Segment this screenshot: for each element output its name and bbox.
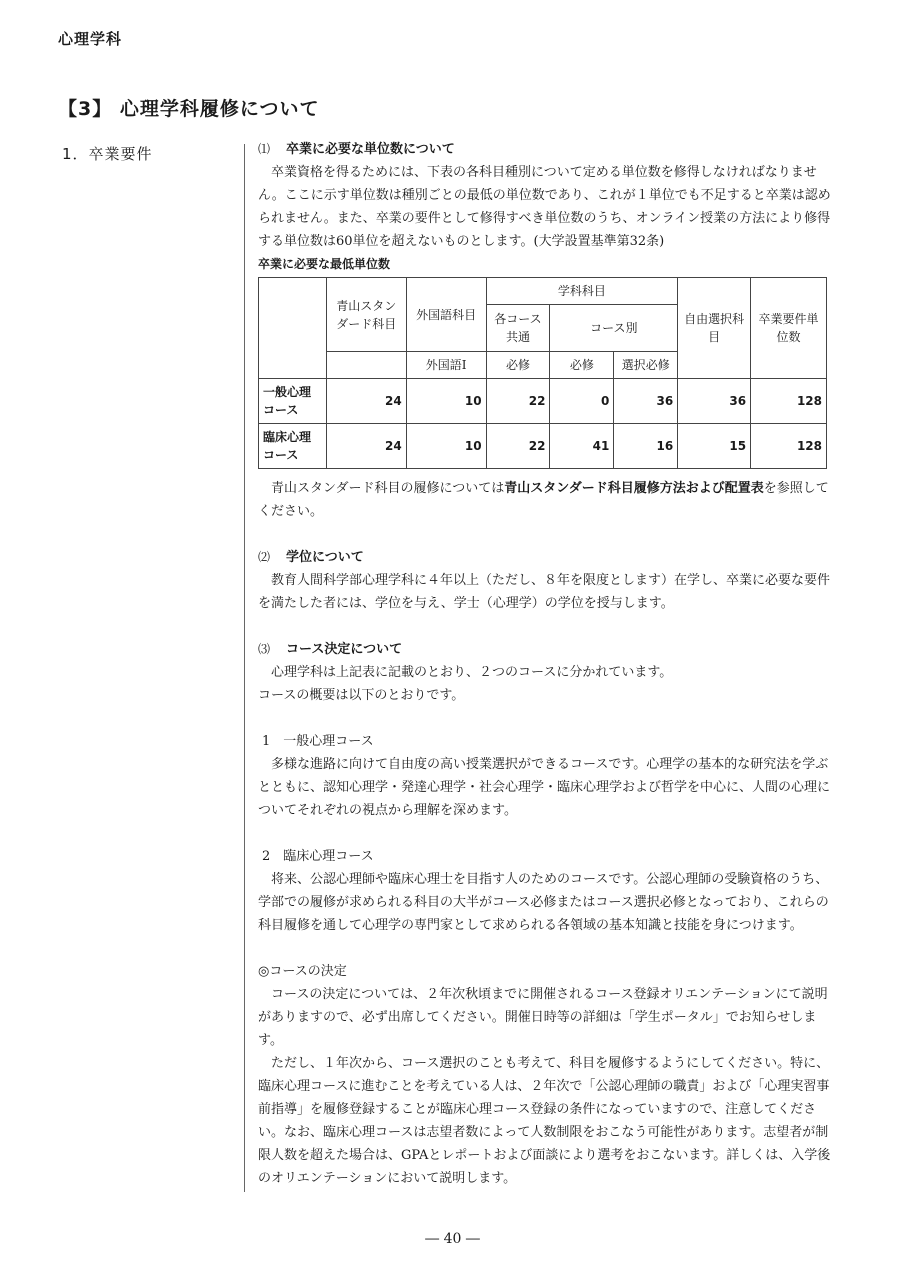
cell-required: 41 <box>550 424 614 469</box>
cell-common: 22 <box>486 379 550 424</box>
cell-total: 128 <box>751 424 827 469</box>
row-label: 一般心理コース <box>259 379 327 424</box>
subsection-title: 卒業に必要な単位数について <box>286 142 455 157</box>
page-header: 心理学科 <box>58 30 123 48</box>
header-selective-required: 選択必修 <box>614 352 678 379</box>
subsection-number: ⑴ <box>258 142 271 156</box>
cell-common: 22 <box>486 424 550 469</box>
credits-table <box>258 277 827 469</box>
header-total: 卒業要件単位数 <box>751 278 827 379</box>
header-foreign: 外国語科目 <box>406 278 486 352</box>
subsection-title: コース決定について <box>286 642 403 657</box>
vertical-divider <box>244 144 245 1192</box>
aoyama-guide-reference: 青山スタンダード科目履修方法および配置表 <box>504 481 764 496</box>
cell-aoyama: 24 <box>326 379 406 424</box>
course-overview-line: コースの概要は以下のとおりです。 <box>258 688 465 703</box>
cell-free: 36 <box>678 379 751 424</box>
subsection-1-heading <box>258 138 833 161</box>
header-foreign1: 外国語Ⅰ <box>406 352 486 379</box>
table-corner-cell <box>259 278 327 379</box>
cell-aoyama: 24 <box>326 424 406 469</box>
table-row <box>259 379 827 424</box>
header-aoyama: 青山スタンダード科目 <box>326 278 406 352</box>
course-intro-line: 心理学科は上記表に記載のとおり、２つのコースに分かれています。 <box>271 665 673 680</box>
header-common: 各コース共通 <box>486 305 550 352</box>
reference-text-a: 青山スタンダード科目の履修については <box>271 481 505 496</box>
header-required-course: 必修 <box>550 352 614 379</box>
header-required-common: 必修 <box>486 352 550 379</box>
course-decision-paragraph-1: コースの決定については、２年次秋頃までに開催されるコース登録オリエンテーションにて説明がありますので、必ず出席してください。開催日時等の詳細は「学生ポータル」でお知らせします。 <box>258 987 828 1048</box>
course-2-paragraph: 将来、公認心理師や臨床心理士を目指す人のためのコースです。公認心理師の受験資格のうち、学部での履修が求められる科目の大半がコース必修またはコース選択必修となっており、これらの科目履修を通して心理学の専門家として求められる各領域の基本知識と技能を身につけます。 <box>258 872 829 933</box>
cell-foreign: 10 <box>406 424 486 469</box>
course-decision-heading: ◎コースの決定 <box>258 964 347 979</box>
header-course: コース別 <box>550 305 678 352</box>
degree-paragraph: 教育人間科学部心理学科に４年以上（ただし、８年を限度とします）在学し、卒業に必要な要件を満たした者には、学位を与え、学士（心理学）の学位を授与します。 <box>258 573 831 611</box>
course-1-heading <box>258 730 833 753</box>
cell-free: 15 <box>678 424 751 469</box>
header-free: 自由選択科目 <box>678 278 751 379</box>
graduation-paragraph: 卒業資格を得るためには、下表の各科目種別について定める単位数を修得しなければなりません。ここに示す単位数は種別ごとの最低の単位数であり、これが１単位でも不足すると卒業は認められません。また、卒業の要件として修得すべき単位数のうち、オンライン授業の方法により修得する単位数は60単位を超えないものとします。(大学設置基準第32条) <box>258 165 831 249</box>
subsection-number: ⑵ <box>258 550 271 564</box>
section-title: 【3】 心理学科履修について <box>58 98 320 120</box>
table-row <box>259 424 827 469</box>
header-aoyama-blank <box>326 352 406 379</box>
subsection-number: ⑶ <box>258 642 271 656</box>
subsection-title: 学位について <box>286 550 364 565</box>
subsection-3-heading <box>258 638 833 661</box>
left-heading: 1．卒業要件 <box>62 145 153 163</box>
subsection-2-heading <box>258 546 833 569</box>
cell-selective-required: 36 <box>614 379 678 424</box>
course-decision-paragraph-2: ただし、１年次から、コース選択のことも考えて、科目を履修するようにしてください。特に、臨床心理コースに進むことを考えている人は、２年次で「公認心理師の職責」および「心理実習事前指導」を履修登録することが臨床心理コース登録の条件になっていますので、注意してください。なお、臨床心理コースは志望者数によって人数制限をおこなう可能性があります。志望者が制限人数を超えた場合は、GPAとレポートおよび面談により選考をおこないます。詳しくは、入学後のオリエンテーションにおいて説明します。 <box>258 1056 831 1186</box>
aoyama-reference-paragraph <box>258 477 833 523</box>
page-number: ― 40 ― <box>425 1231 480 1247</box>
course-number: 1 <box>262 734 271 749</box>
course-title: 臨床心理コース <box>283 849 374 864</box>
main-content <box>258 138 833 1190</box>
cell-foreign: 10 <box>406 379 486 424</box>
cell-selective-required: 16 <box>614 424 678 469</box>
course-title: 一般心理コース <box>283 734 374 749</box>
cell-total: 128 <box>751 379 827 424</box>
reference-text-b: を参照してください。 <box>258 481 829 519</box>
course-2-heading <box>258 845 833 868</box>
course-1-paragraph: 多様な進路に向けて自由度の高い授業選択ができるコースです。心理学の基本的な研究法を学ぶとともに、認知心理学・発達心理学・社会心理学・臨床心理学および哲学を中心に、人間の心理についてそれぞれの視点から理解を深めます。 <box>258 757 831 818</box>
table-caption: 卒業に必要な最低単位数 <box>258 257 391 271</box>
row-label: 臨床心理コース <box>259 424 327 469</box>
course-number: 2 <box>262 849 271 864</box>
cell-required: 0 <box>550 379 614 424</box>
header-gakka: 学科科目 <box>486 278 678 305</box>
